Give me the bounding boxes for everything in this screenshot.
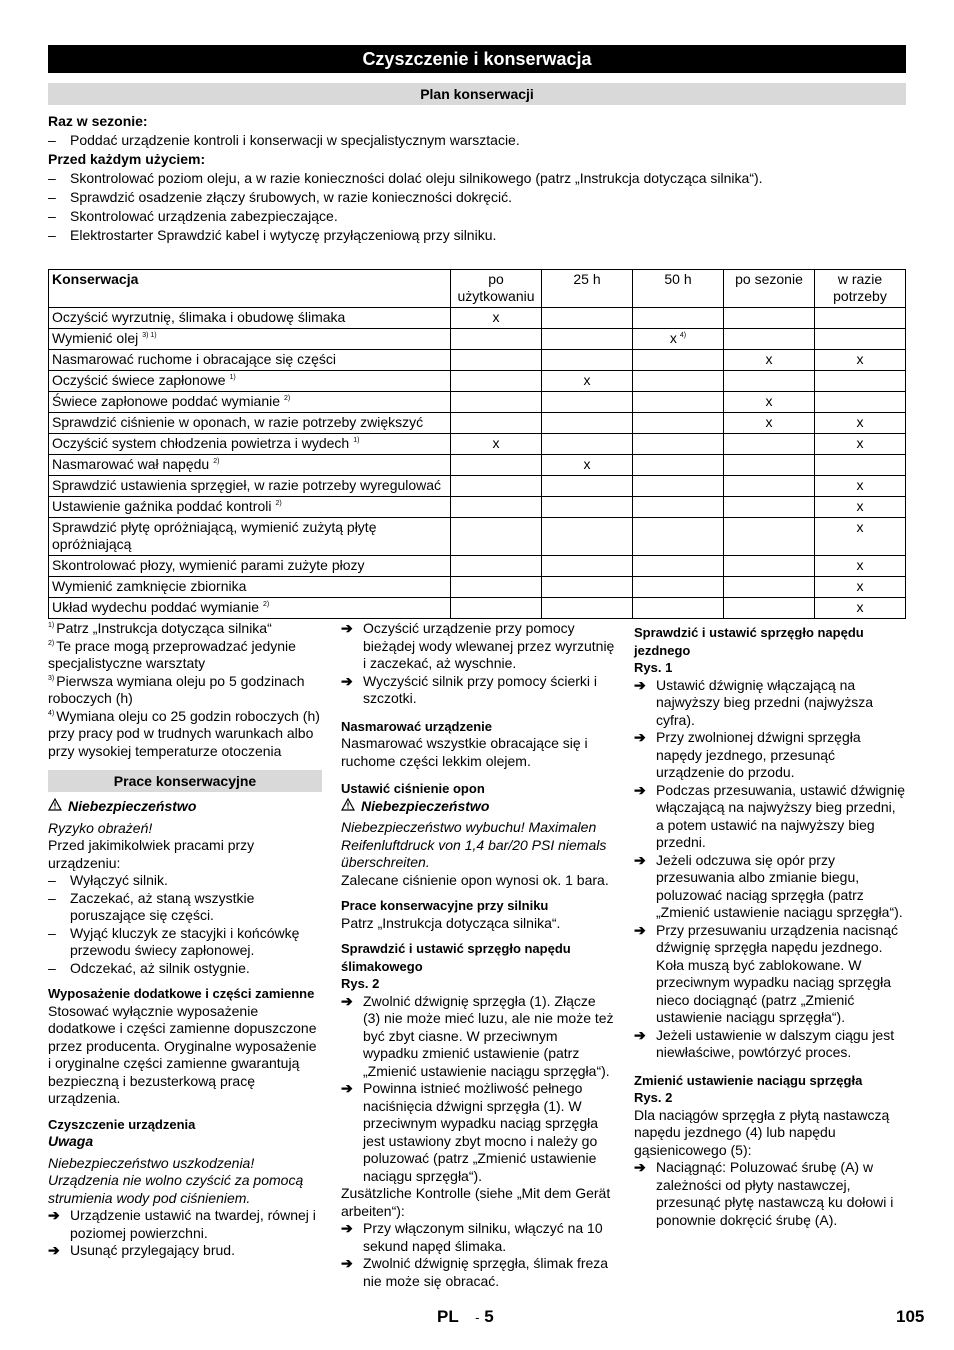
interval-cell — [542, 434, 633, 455]
interval-mark: x — [765, 414, 773, 430]
table-header-row — [49, 270, 906, 308]
step-item — [634, 729, 906, 782]
interval-cell — [542, 556, 633, 577]
page-top — [48, 45, 906, 619]
footnote-mark: 3) — [48, 674, 55, 682]
tension-heading: Zmienić ustawienie naciągu sprzęgła — [634, 1072, 863, 1088]
caution-label: Uwaga — [48, 1133, 94, 1149]
interval-cell — [633, 350, 724, 371]
task-cell — [49, 577, 451, 598]
interval-cell — [724, 518, 815, 556]
step-item — [48, 1242, 322, 1260]
interval-cell — [542, 455, 633, 476]
interval-cell — [815, 556, 906, 577]
footnote-ref: 2) — [263, 601, 270, 609]
interval-cell — [815, 392, 906, 413]
figure-label: Rys. 1 — [634, 660, 673, 675]
interval-cell — [451, 434, 542, 455]
table-row — [49, 329, 906, 350]
interval-cell — [542, 598, 633, 619]
danger-label: Niebezpieczeństwo — [361, 797, 490, 814]
interval-mark: x — [765, 351, 773, 367]
drive-heading: Sprawdzić i ustawić sprzęgło napędu jezdnego — [634, 625, 864, 658]
arrow-icon: ➔ — [634, 676, 646, 693]
task-cell — [49, 371, 451, 392]
list-item: – Odczekać, aż silnik ostygnie. — [48, 960, 322, 978]
maintenance-work-heading: Prace konserwacyjne — [48, 770, 322, 792]
interval-cell — [815, 350, 906, 371]
page-number: 105 — [896, 1307, 925, 1326]
task-text: Ustawienie gaźnika poddać kontroli — [52, 498, 272, 514]
cleaning-heading: Czyszczenie urządzenia — [48, 1116, 196, 1132]
step-text: Zwolnić dźwignię sprzęgła, ślimak freza nie może się obracać. — [363, 1255, 609, 1289]
step-text: Naciągnąć: Poluzować śrubę (A) w zależności od płyty nastawczej, przesunąć płytę nastawczą ku dołowi i ponownie dokręcić śrubę (A). — [656, 1159, 894, 1228]
interval-cell — [815, 598, 906, 619]
interval-cell — [815, 308, 906, 329]
footnotes — [48, 620, 322, 760]
interval-mark: x — [669, 330, 677, 346]
interval-mark: x — [856, 435, 864, 451]
step-text: Przy włączonym silniku, włączyć na 10 sekund napęd ślimaka. — [363, 1220, 603, 1254]
before-item: – Skontrolować poziom oleju, a w razie konieczności dolać oleju silnikowego (patrz „Instrukcja dotycząca silnika“). — [48, 169, 906, 188]
task-text: Sprawdzić płytę opróżniającą, wymienić zużytą płytę opróżniającą — [52, 519, 377, 552]
arrow-icon: ➔ — [341, 1255, 353, 1271]
interval-cell — [724, 598, 815, 619]
interval-mark: x — [856, 498, 864, 514]
interval-mark: x — [765, 393, 773, 409]
interval-cell — [815, 577, 906, 598]
interval-cell — [724, 577, 815, 598]
interval-cell — [633, 329, 724, 350]
step-item — [341, 673, 615, 708]
table-header: 25 h — [542, 270, 633, 308]
task-cell — [49, 497, 451, 518]
task-cell — [49, 518, 451, 556]
footnote-ref: 2) — [284, 395, 291, 403]
table-row — [49, 308, 906, 329]
step-item — [634, 922, 906, 1027]
footnote — [48, 620, 322, 638]
interval-mark: x — [583, 372, 591, 388]
table-row — [49, 392, 906, 413]
interval-cell — [724, 497, 815, 518]
table-body — [49, 308, 906, 619]
interval-cell — [542, 371, 633, 392]
step-item — [634, 677, 906, 730]
interval-cell — [451, 556, 542, 577]
task-text: Sprawdzić ustawienia sprzęgieł, w razie potrzeby wyregulować — [52, 477, 442, 493]
list-item: – Wyjąć kluczyk ze stacyjki i końcówkę przewodu świecy zapłonowej. — [48, 925, 322, 960]
table-row — [49, 413, 906, 434]
interval-mark: x — [856, 557, 864, 573]
step-item — [341, 993, 615, 1081]
task-text: Nasmarować ruchome i obracające się części — [52, 351, 336, 367]
step-item — [634, 852, 906, 922]
lube-text: Nasmarować wszystkie obracające się i ruchome części lekkim olejem. — [341, 735, 588, 769]
interval-cell — [451, 598, 542, 619]
interval-cell — [451, 371, 542, 392]
table-header: w razie potrzeby — [815, 270, 906, 308]
task-text: Świece zapłonowe poddać wymianie — [52, 393, 281, 409]
interval-cell — [633, 455, 724, 476]
interval-mark: x — [856, 477, 864, 493]
interval-mark: x — [856, 519, 864, 535]
arrow-icon: ➔ — [48, 1207, 60, 1223]
before-work-text: Przed jakimikolwiek pracami przy urządzeniu: — [48, 837, 255, 871]
language-code: PL — [437, 1307, 459, 1326]
interval-cell — [724, 455, 815, 476]
task-cell — [49, 308, 451, 329]
table-row — [49, 434, 906, 455]
interval-cell — [815, 455, 906, 476]
interval-cell — [724, 434, 815, 455]
step-text: Ustawić dźwignię włączającą na najwyższy bieg przedni (najwyższa cyfra). — [656, 676, 874, 728]
step-text: Jeżeli ustawienie w dalszym ciągu jest niewłaściwe, powtórzyć proces. — [656, 1026, 895, 1060]
task-cell — [49, 476, 451, 497]
interval-cell — [724, 350, 815, 371]
step-item — [341, 620, 615, 673]
column-3 — [634, 620, 906, 1229]
warning-triangle-icon — [341, 798, 355, 816]
table-row — [49, 455, 906, 476]
arrow-icon: ➔ — [341, 1080, 353, 1096]
interval-cell — [451, 392, 542, 413]
task-text: Sprawdzić ciśnienie w oponach, w razie potrzeby zwiększyć — [52, 414, 424, 430]
figure-label: Rys. 2 — [634, 1090, 673, 1105]
interval-cell — [633, 598, 724, 619]
list-item: – Zaczekać, aż staną wszystkie poruszające się części. — [48, 890, 322, 925]
interval-cell — [633, 476, 724, 497]
task-text: Oczyścić świece zapłonowe — [52, 372, 226, 388]
interval-cell — [633, 308, 724, 329]
interval-cell — [815, 497, 906, 518]
step-item — [634, 782, 906, 852]
extra-check-text: Zusätzliche Kontrolle (siehe „Mit dem Gerät arbeiten“): — [341, 1185, 611, 1219]
interval-cell — [451, 413, 542, 434]
danger-label: Niebezpieczeństwo — [68, 798, 197, 814]
interval-cell — [542, 577, 633, 598]
interval-cell — [542, 497, 633, 518]
step-text: Wyczyścić silnik przy pomocy ścierki i szczotki. — [363, 672, 598, 706]
interval-cell — [451, 497, 542, 518]
table-header: Konserwacja — [49, 270, 451, 308]
step-item — [341, 1220, 615, 1255]
footer-language — [437, 1308, 494, 1327]
step-text: Jeżeli odczuwa się opór przy przesuwania albo zmianie biegu, poluzować naciąg sprzęgła (patrz „Zmienić ustawienie naciągu sprzęgła“). — [656, 851, 903, 920]
arrow-icon: ➔ — [341, 620, 353, 636]
task-cell — [49, 598, 451, 619]
interval-cell — [451, 329, 542, 350]
before-item: – Elektrostarter Sprawdzić kabel i wytyczę przyłączeniową przy silniku. — [48, 226, 906, 245]
interval-cell — [633, 556, 724, 577]
season-item: – Poddać urządzenie kontroli i konserwacji w specjalistycznym warsztacie. — [48, 131, 906, 150]
interval-cell — [542, 392, 633, 413]
arrow-icon: ➔ — [634, 921, 646, 938]
interval-cell — [633, 371, 724, 392]
before-label: Przed każdym użyciem: — [48, 151, 206, 167]
arrow-icon: ➔ — [48, 1242, 60, 1258]
local-page-number: 5 — [484, 1307, 494, 1326]
step-text: Powinna istnieć możliwość pełnego naciśnięcia dźwigni sprzęgła (1). W przeciwnym wypadku naciąg sprzęgła jest ustawiony zbyt mocno i należy go poluzować (patrz „Zmienić ustawienie naciągu sprzęgła“). — [363, 1080, 598, 1184]
lube-heading: Nasmarować urządzenie — [341, 718, 493, 734]
table-row — [49, 350, 906, 371]
interval-cell — [451, 455, 542, 476]
interval-mark: x — [492, 309, 500, 325]
interval-cell — [542, 476, 633, 497]
tire-heading: Ustawić ciśnienie opon — [341, 781, 485, 796]
interval-mark: x — [492, 435, 500, 451]
table-header: po użytkowaniu — [451, 270, 542, 308]
interval-mark: x — [856, 414, 864, 430]
footnote-text: Patrz „Instrukcja dotycząca silnika“ — [56, 620, 272, 636]
arrow-icon: ➔ — [634, 1159, 646, 1175]
interval-cell — [542, 413, 633, 434]
interval-cell — [724, 392, 815, 413]
list-item: – Wyłączyć silnik. — [48, 872, 322, 890]
interval-cell — [633, 518, 724, 556]
step-item — [341, 1255, 615, 1290]
step-item — [634, 1159, 906, 1229]
interval-cell — [542, 518, 633, 556]
footnote-text: Pierwsza wymiana oleju po 5 godzinach roboczych (h) — [48, 672, 305, 706]
column-2 — [341, 620, 615, 1290]
footnote-mark: 4) — [48, 709, 55, 717]
task-text: Skontrolować płozy, wymienić parami zużyte płozy — [52, 557, 365, 573]
task-cell — [49, 434, 451, 455]
interval-cell — [451, 577, 542, 598]
interval-mark: x — [583, 456, 591, 472]
footnote-mark: 1) — [48, 622, 55, 630]
interval-cell — [451, 518, 542, 556]
table-header: 50 h — [633, 270, 724, 308]
caution-text: Niebezpieczeństwo uszkodzenia! Urządzenia nie wolno czyścić za pomocą strumienia wody pod ciśnieniem. — [48, 1154, 304, 1206]
task-cell — [49, 556, 451, 577]
step-text: Usunąć przylegający brud. — [70, 1242, 235, 1258]
interval-cell — [542, 329, 633, 350]
task-text: Wymienić olej — [52, 330, 139, 346]
table-row — [49, 556, 906, 577]
danger-heading — [341, 798, 615, 816]
task-cell — [49, 455, 451, 476]
footnote-text: Te prace mogą przeprowadzać jedynie specjalistyczne warsztaty — [48, 637, 296, 671]
task-cell — [49, 329, 451, 350]
interval-cell — [633, 497, 724, 518]
table-header: po sezonie — [724, 270, 815, 308]
engine-text: Patrz „Instrukcja dotycząca silnika“. — [341, 914, 561, 931]
table-row — [49, 476, 906, 497]
arrow-icon: ➔ — [634, 781, 646, 798]
footnote-ref: 1) — [229, 374, 236, 382]
task-text: Oczyścić wyrzutnię, ślimaka i obudowę ślimaka — [52, 309, 346, 325]
maintenance-table — [48, 269, 906, 619]
task-cell — [49, 413, 451, 434]
interval-cell — [633, 434, 724, 455]
interval-cell — [815, 329, 906, 350]
interval-cell — [724, 413, 815, 434]
danger-heading — [48, 798, 322, 816]
interval-cell — [815, 413, 906, 434]
step-text: Przy zwolnionej dźwigni sprzęgła napędy jezdnego, przesunąć urządzenie do przodu. — [656, 729, 861, 780]
before-item: – Skontrolować urządzenia zabezpieczające. — [48, 207, 906, 226]
section-subtitle: Plan konserwacji — [48, 83, 906, 105]
step-item — [48, 1207, 322, 1242]
figure-label: Rys. 2 — [341, 976, 380, 991]
interval-cell — [633, 392, 724, 413]
interval-cell — [724, 371, 815, 392]
footnote-ref: 3) 1) — [142, 332, 157, 340]
accessories-text: Stosować wyłącznie wyposażenie dodatkowe i części zamienne dopuszczone przez producenta. Oryginalne wyposażenie i oryginalne części zamienne gwarantują bezpieczną i bezusterkową pracę urządzenia. — [48, 1002, 317, 1106]
tension-text: Dla naciągów sprzęgła z płytą nastawczą napędu jezdnego (4) lub napędu gąsienicowego (5): — [634, 1106, 890, 1158]
interval-cell — [451, 476, 542, 497]
footnote-ref: 2) — [213, 458, 220, 466]
clutch-heading: Sprawdzić i ustawić sprzęgło napędu ślimakowego — [341, 941, 571, 974]
table-row — [49, 598, 906, 619]
engine-heading: Prace konserwacyjne przy silniku — [341, 898, 549, 913]
interval-cell — [542, 350, 633, 371]
warning-triangle-icon — [48, 798, 62, 816]
arrow-icon: ➔ — [634, 729, 646, 745]
task-text: Wymienić zamknięcie zbiornika — [52, 578, 247, 594]
interval-cell — [724, 476, 815, 497]
tire-text: Zalecane ciśnienie opon wynosi ok. 1 bara. — [341, 871, 609, 888]
interval-mark: x — [856, 599, 864, 615]
interval-cell — [724, 329, 815, 350]
step-text: Przy przesuwaniu urządzenia nacisnąć dźwignię sprzęgła napędu jezdnego. Koła muszą być zablokowane. W przeciwnym wypadku naciąg sprzęgła nieco dociągnąć (patrz „Zmienić ustawienie naciągu sprzęgła“). — [656, 921, 899, 1025]
arrow-icon: ➔ — [341, 1220, 353, 1236]
footnote-mark: 2) — [48, 639, 55, 647]
arrow-icon: ➔ — [634, 1026, 646, 1043]
intro-block — [48, 112, 906, 245]
section-title: Czyszczenie i konserwacja — [48, 45, 906, 73]
interval-cell — [815, 518, 906, 556]
accessories-heading: Wyposażenie dodatkowe i części zamienne — [48, 986, 315, 1001]
task-cell — [49, 350, 451, 371]
table-row — [49, 497, 906, 518]
interval-cell — [633, 413, 724, 434]
interval-cell — [451, 308, 542, 329]
task-cell — [49, 392, 451, 413]
interval-cell — [633, 577, 724, 598]
interval-cell — [542, 308, 633, 329]
danger-text: Niebezpieczeństwo wybuchu! Maximalen Reifenluftdruck von 1,4 bar/20 PSI niemals überschreiten. — [341, 819, 607, 870]
footnote — [48, 708, 322, 761]
arrow-icon: ➔ — [341, 992, 353, 1009]
footer-separator: - — [475, 1310, 480, 1325]
interval-cell — [451, 350, 542, 371]
table-row — [49, 577, 906, 598]
footnote-text: Wymiana oleju co 25 godzin roboczych (h) przy pracy pod w trudnych warunkach albo przy wysokiej temperaturze otoczenia — [48, 707, 320, 759]
task-text: Oczyścić system chłodzenia powietrza i wydech — [52, 435, 350, 451]
season-label: Raz w sezonie: — [48, 113, 148, 129]
footnote — [48, 638, 322, 673]
table-row — [49, 371, 906, 392]
step-text: Podczas przesuwania, ustawić dźwignię włączającą na najwyższy bieg przedni, a potem ustawić na najwyższy bieg przedni. — [656, 781, 906, 850]
interval-cell — [815, 434, 906, 455]
step-item — [634, 1027, 906, 1062]
footnote — [48, 673, 322, 708]
footnote-ref: 1) — [353, 437, 360, 445]
table-row — [49, 518, 906, 556]
interval-cell — [724, 308, 815, 329]
footnote-ref: 2) — [275, 500, 282, 508]
column-1 — [48, 620, 322, 1260]
interval-mark: x — [856, 351, 864, 367]
interval-cell — [815, 476, 906, 497]
step-text: Urządzenie ustawić na twardej, równej i poziomej powierzchni. — [70, 1207, 316, 1241]
footnote-ref: 4) — [679, 332, 687, 340]
before-item: – Sprawdzić osadzenie złączy śrubowych, w razie konieczności dokręcić. — [48, 188, 906, 207]
arrow-icon: ➔ — [634, 851, 646, 868]
arrow-icon: ➔ — [341, 672, 353, 689]
step-item — [341, 1080, 615, 1185]
interval-mark: x — [856, 578, 864, 594]
step-text: Oczyścić urządzenie przy pomocy bieżądej wody wlewanej przez wyrzutnię i zaczekać, aż wyschnie. — [363, 620, 615, 671]
danger-text: Ryzyko obrażeń! — [48, 819, 153, 836]
interval-cell — [724, 556, 815, 577]
interval-cell — [815, 371, 906, 392]
step-text: Zwolnić dźwignię sprzęgła (1). Złącze (3) nie może mieć luzu, ale nie może też być zbyt ciasne. W przeciwnym wypadku zmienić ustawienie (patrz „Zmienić ustawienie naciągu sprzęgła“). — [363, 992, 614, 1079]
task-text: Nasmarować wał napędu — [52, 456, 210, 472]
task-text: Układ wydechu poddać wymianie — [52, 599, 259, 615]
